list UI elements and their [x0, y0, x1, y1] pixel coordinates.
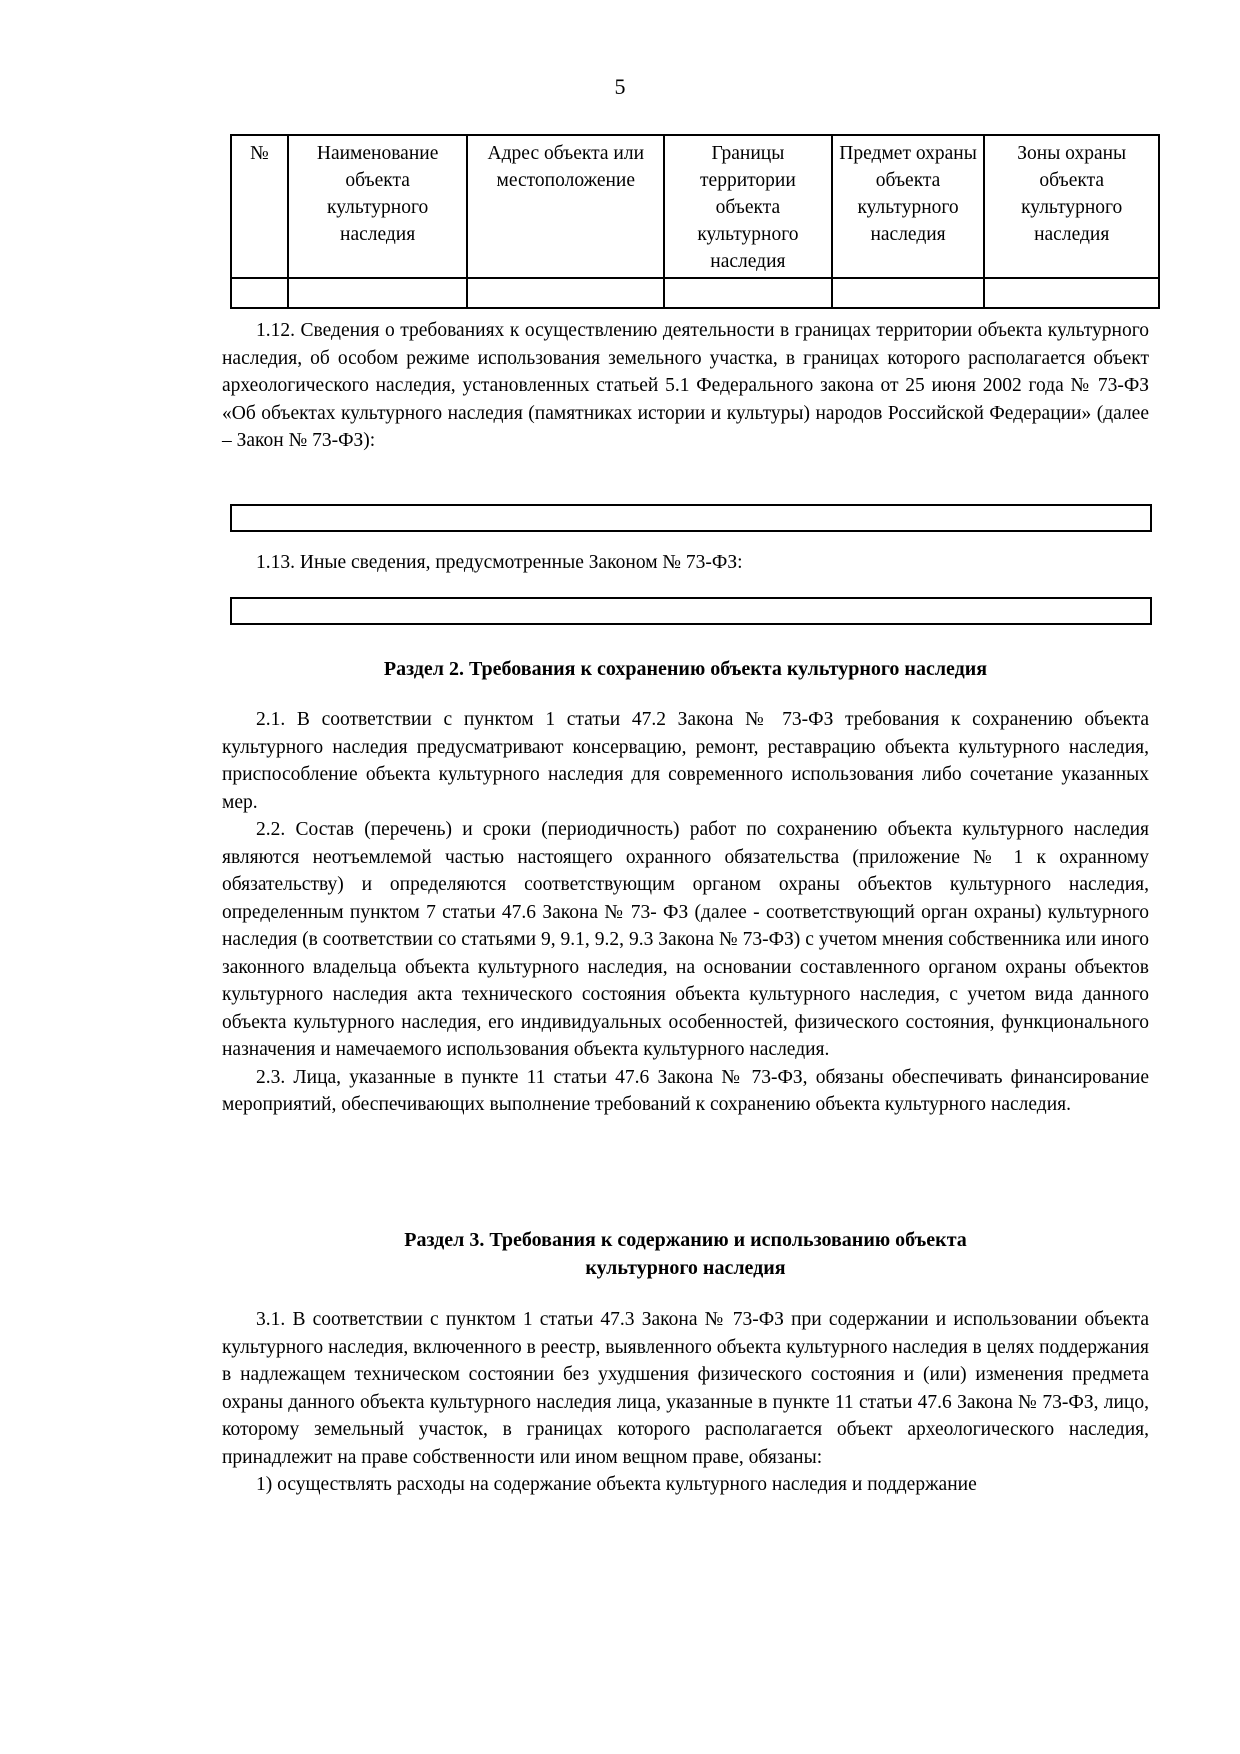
paragraph-2-2: 2.2. Состав (перечень) и сроки (периодичность) работ по сохранению объекта культурного наследия являются неотъемлемой частью настоящего охранного обязательства (приложение № 1 к охранному обязательству) и определяются соответствующим органом охраны объектов культурного наследия, определенным пунктом 7 статьи 47.6 Закона № 73- ФЗ (далее - соответствующий орган охраны) культурного наследия (в соответствии со статьями 9, 9.1, 9.2, 9.3 Закона № 73-ФЗ) с учетом мнения собственника или иного законного владельца объекта культурного наследия, на основании составленного органом охраны объектов культурного наследия акта технического состояния объекта культурного наследия, с учетом вида данного объекта культурного наследия, его индивидуальных особенностей, физического состояния, функционального назначения и намечаемого использования объекта культурного наследия. — [222, 819, 1149, 1060]
paragraph-3-1-item-1: 1) осуществлять расходы на содержание объекта культурного наследия и поддержание — [256, 1474, 977, 1495]
table-cell — [467, 278, 664, 308]
page-number: 5 — [614, 74, 626, 99]
table-cell — [231, 278, 288, 308]
section-3-body — [222, 1306, 1149, 1499]
table-cell — [984, 278, 1159, 308]
table-cell — [288, 278, 468, 308]
section-3-heading-line-2: культурного наследия — [585, 1257, 786, 1279]
paragraph-1-13-block — [222, 549, 1149, 577]
col-address-header: Адрес объекта или местоположение — [467, 135, 664, 278]
table-row — [231, 278, 1159, 308]
section-2-body — [222, 706, 1149, 1119]
section-3-heading — [222, 1226, 1149, 1282]
col-protection-subject-header: Предмет охраны объекта культурного наследия — [832, 135, 985, 278]
paragraph-1-12-block — [222, 317, 1149, 455]
heritage-object-table — [230, 134, 1160, 309]
paragraph-1-12: 1.12. Сведения о требованиях к осуществлению деятельности в границах территории объекта культурного наследия, об особом режиме использования земельного участка, в границах которого располагается объект археологического наследия, установленных статьей 5.1 Федерального закона от 25 июня 2002 года № 73-ФЗ «Об объектах культурного наследия (памятниках истории и культуры) народов Российской Федерации» (далее – Закон № 73-ФЗ): — [222, 320, 1149, 451]
section-3-heading-line-1: Раздел 3. Требования к содержанию и использованию объекта — [404, 1229, 967, 1251]
paragraph-2-3: 2.3. Лица, указанные в пункте 11 статьи 47.6 Закона № 73-ФЗ, обязаны обеспечивать финансирование мероприятий, обеспечивающих выполнение требований к сохранению объекта культурного наследия. — [222, 1066, 1149, 1115]
table-header-row — [231, 135, 1159, 278]
col-protection-zones-header: Зоны охраны объекта культурного наследия — [984, 135, 1159, 278]
table-cell — [832, 278, 985, 308]
info-box-1-13 — [230, 597, 1152, 625]
section-2-heading: Раздел 2. Требования к сохранению объекта культурного наследия — [383, 658, 988, 680]
paragraph-2-1: 2.1. В соответствии с пунктом 1 статьи 47.2 Закона № 73-ФЗ требования к сохранению объекта культурного наследия предусматривают консервацию, ремонт, реставрацию объекта культурного наследия, приспособление объекта культурного наследия для современного использования либо сочетание указанных мер. — [222, 709, 1149, 813]
col-territory-bounds-header: Границы территории объекта культурного наследия — [664, 135, 832, 278]
paragraph-3-1: 3.1. В соответствии с пунктом 1 статьи 47.3 Закона № 73-ФЗ при содержании и использовании объекта культурного наследия, включенного в реестр, выявленного объекта культурного наследия в целях поддержания в надлежащем техническом состоянии без ухудшения физического состояния и (или) изменения предмета охраны данного объекта культурного наследия лица, указанные в пункте 11 статьи 47.6 Закона № 73-ФЗ, лицо, которому земельный участок, в границах которого располагается объект археологического наследия, принадлежит на праве собственности или ином вещном праве, обязаны: — [222, 1309, 1149, 1468]
table-cell — [664, 278, 832, 308]
col-object-name-header: Наименование объекта культурного наследия — [288, 135, 468, 278]
info-box-1-12 — [230, 504, 1152, 532]
col-number-header: № — [231, 135, 288, 278]
paragraph-1-13: 1.13. Иные сведения, предусмотренные Законом № 73-ФЗ: — [256, 552, 743, 573]
